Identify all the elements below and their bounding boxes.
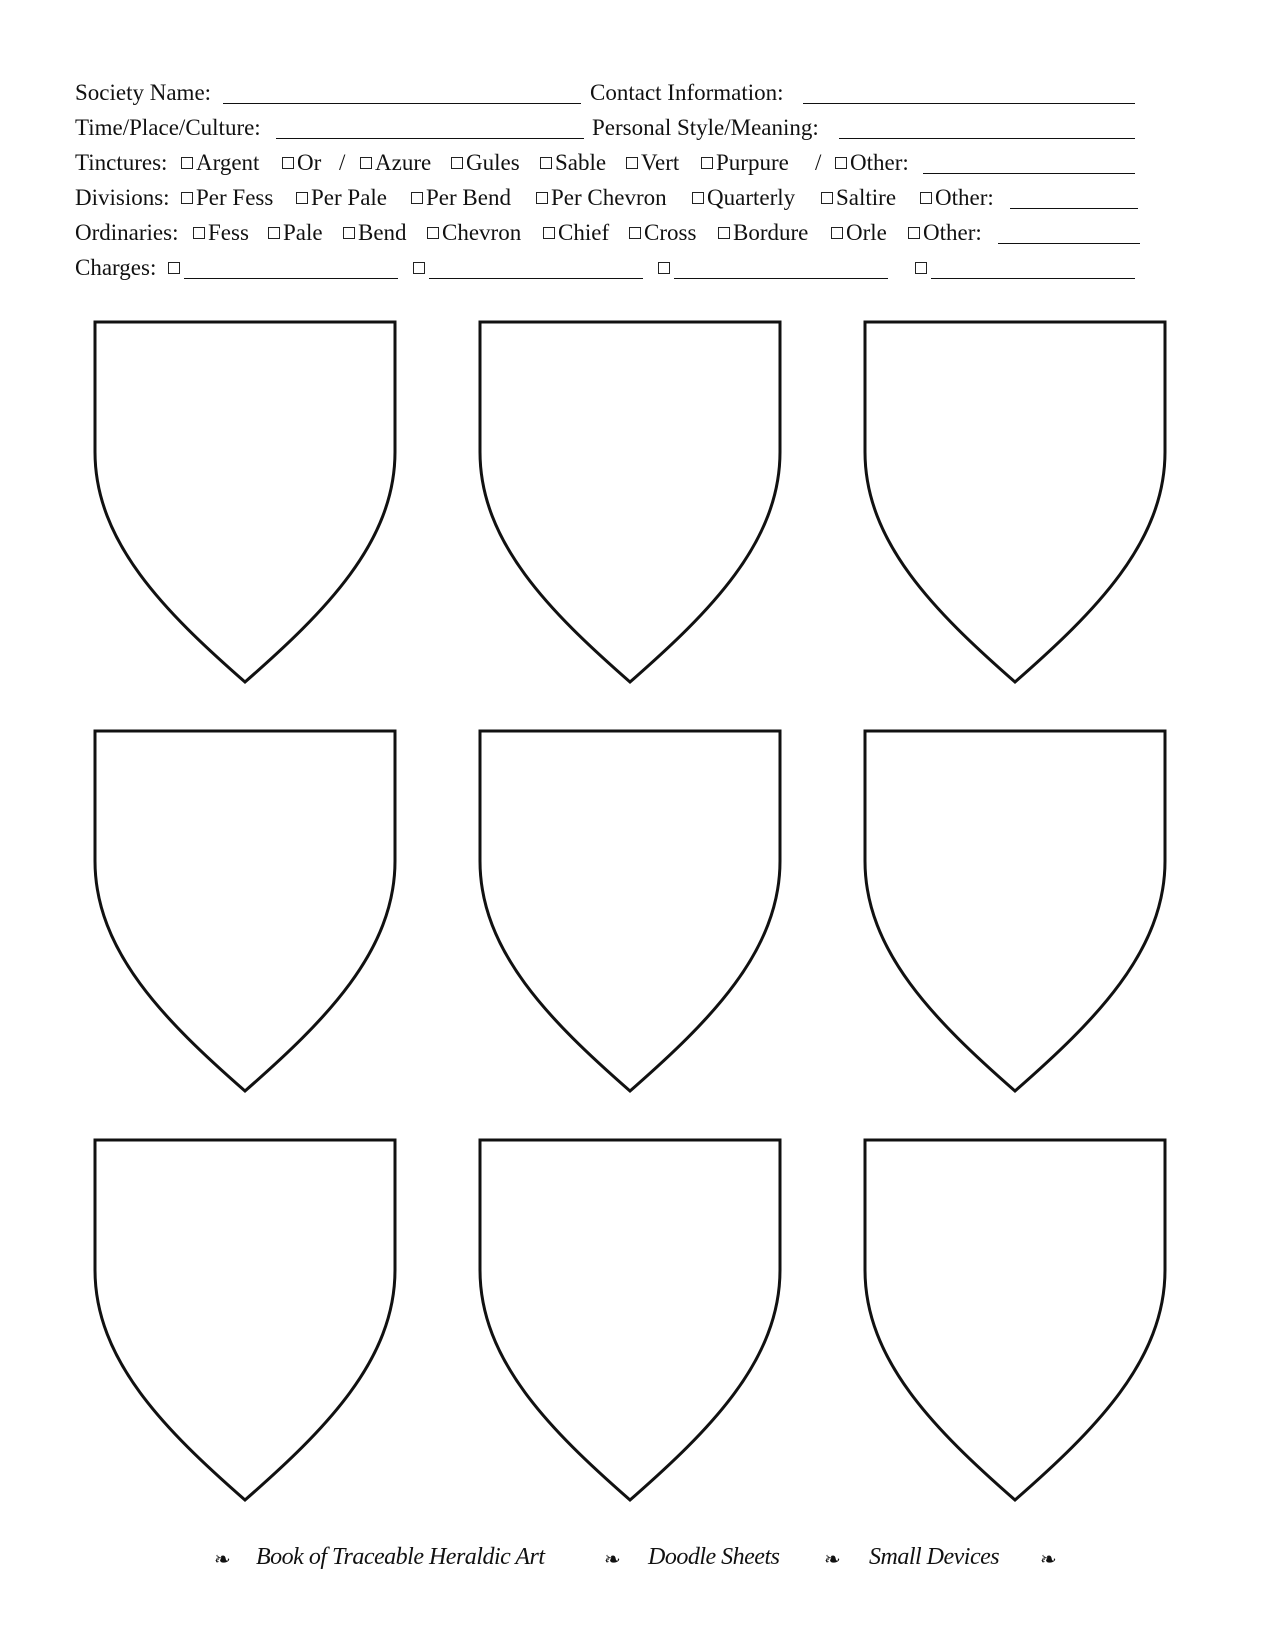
tincture-separator-2: /: [815, 150, 822, 175]
ordinary-other[interactable]: Other:: [908, 218, 982, 248]
ordinary-chevron[interactable]: Chevron: [427, 218, 521, 248]
society-name-label: Society Name:: [75, 80, 212, 105]
footer-doodle-sheets: Doodle Sheets: [648, 1544, 780, 1570]
shield-6[interactable]: [865, 731, 1165, 1091]
personal-style-label: Personal Style/Meaning:: [592, 115, 819, 140]
ornament-icon: ❧: [604, 1547, 621, 1571]
ornament-icon: ❧: [824, 1547, 841, 1571]
ordinary-bend[interactable]: Bend: [343, 218, 407, 248]
division-per-bend[interactable]: Per Bend: [411, 183, 511, 213]
ordinary-fess[interactable]: Fess: [193, 218, 249, 248]
division-per-chevron[interactable]: Per Chevron: [536, 183, 667, 213]
tincture-or[interactable]: Or: [282, 148, 321, 178]
divisions-label: Divisions:: [75, 185, 170, 210]
division-other[interactable]: Other:: [920, 183, 994, 213]
tinctures-label: Tinctures:: [75, 150, 168, 175]
ordinary-pale[interactable]: Pale: [268, 218, 323, 248]
division-per-pale[interactable]: Per Pale: [296, 183, 387, 213]
footer-small-devices: Small Devices: [869, 1544, 1000, 1570]
ordinary-bordure[interactable]: Bordure: [718, 218, 808, 248]
shield-1[interactable]: [95, 322, 395, 682]
ordinaries-label: Ordinaries:: [75, 220, 179, 245]
tincture-gules[interactable]: Gules: [451, 148, 520, 178]
shield-3[interactable]: [865, 322, 1165, 682]
tincture-separator: /: [339, 150, 346, 175]
tincture-sable[interactable]: Sable: [540, 148, 606, 178]
ornament-icon: ❧: [214, 1547, 231, 1571]
division-saltire[interactable]: Saltire: [821, 183, 896, 213]
tincture-argent[interactable]: Argent: [181, 148, 259, 178]
division-per-fess[interactable]: Per Fess: [181, 183, 273, 213]
footer-book-title: Book of Traceable Heraldic Art: [256, 1544, 545, 1570]
tincture-vert[interactable]: Vert: [626, 148, 679, 178]
time-place-label: Time/Place/Culture:: [75, 115, 261, 140]
shield-2[interactable]: [480, 322, 780, 682]
ordinary-chief[interactable]: Chief: [543, 218, 609, 248]
footer: [0, 1544, 1275, 1578]
charges-label: Charges:: [75, 255, 157, 280]
shield-7[interactable]: [95, 1140, 395, 1500]
ordinary-orle[interactable]: Orle: [831, 218, 887, 248]
tincture-other[interactable]: Other:: [835, 148, 909, 178]
ordinary-cross[interactable]: Cross: [629, 218, 696, 248]
shield-4[interactable]: [95, 731, 395, 1091]
ornament-icon: ❧: [1040, 1547, 1057, 1571]
contact-label: Contact Information:: [590, 80, 784, 105]
shield-5[interactable]: [480, 731, 780, 1091]
tincture-purpure[interactable]: Purpure: [701, 148, 789, 178]
shield-8[interactable]: [480, 1140, 780, 1500]
tincture-azure[interactable]: Azure: [360, 148, 431, 178]
division-quarterly[interactable]: Quarterly: [692, 183, 795, 213]
shield-9[interactable]: [865, 1140, 1165, 1500]
